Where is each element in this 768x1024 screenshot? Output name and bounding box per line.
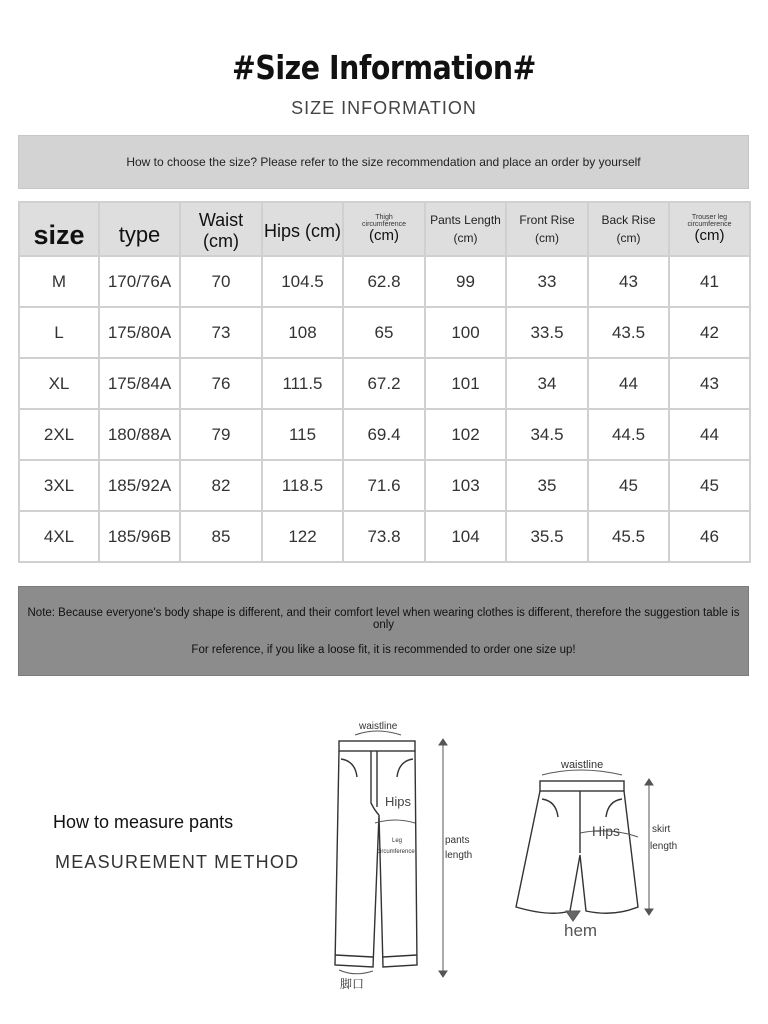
header-size: size <box>19 202 99 256</box>
table-cell: 100 <box>425 307 506 358</box>
table-cell: 33 <box>506 256 588 307</box>
table-cell: 69.4 <box>343 409 425 460</box>
measure-subheading: MEASUREMENT METHOD <box>55 852 300 872</box>
table-cell: 4XL <box>19 511 99 562</box>
pants-hips-label: Hips <box>385 794 412 809</box>
header-pants-length: Pants Length (cm) <box>425 202 506 256</box>
table-cell: 103 <box>425 460 506 511</box>
header-thigh: Thigh circumference (cm) <box>343 202 425 256</box>
table-cell: 175/80A <box>99 307 180 358</box>
table-header-row <box>19 202 750 256</box>
table-cell: 101 <box>425 358 506 409</box>
note-banner <box>18 586 749 676</box>
table-cell: 65 <box>343 307 425 358</box>
table-cell: L <box>19 307 99 358</box>
table-cell: 118.5 <box>262 460 343 511</box>
table-cell: 185/96B <box>99 511 180 562</box>
table-cell: 33.5 <box>506 307 588 358</box>
table-cell: 122 <box>262 511 343 562</box>
table-cell: 2XL <box>19 409 99 460</box>
pants-leg-circumference-label: circumference <box>377 849 415 855</box>
table-row <box>19 307 750 358</box>
header-trouser-leg: Trouser leg circumference (cm) <box>669 202 750 256</box>
table-row <box>19 358 750 409</box>
table-cell: 42 <box>669 307 750 358</box>
table-cell: 76 <box>180 358 262 409</box>
table-cell: 67.2 <box>343 358 425 409</box>
header-hips: Hips (cm) <box>262 202 343 256</box>
table-cell: 108 <box>262 307 343 358</box>
table-cell: 44 <box>588 358 669 409</box>
table-cell: 43 <box>669 358 750 409</box>
table-cell: 45.5 <box>588 511 669 562</box>
table-cell: 180/88A <box>99 409 180 460</box>
table-cell: M <box>19 256 99 307</box>
table-cell: 70 <box>180 256 262 307</box>
table-cell: 170/76A <box>99 256 180 307</box>
table-row <box>19 460 750 511</box>
table-cell: 99 <box>425 256 506 307</box>
size-guide-banner <box>18 135 749 189</box>
table-cell: 71.6 <box>343 460 425 511</box>
table-cell: 115 <box>262 409 343 460</box>
page-title: #Size Information# <box>232 48 536 87</box>
header-waist: Waist (cm) <box>180 202 262 256</box>
table-cell: 45 <box>588 460 669 511</box>
table-cell: 34 <box>506 358 588 409</box>
note-line-1: Note: Because everyone's body shape is different, and their comfort level when wearing clothes is different, therefore the suggestion table is only <box>27 607 740 631</box>
pants-length-label-top: pants <box>445 835 470 846</box>
pants-leg-label: Leg <box>392 838 403 844</box>
table-cell: 79 <box>180 409 262 460</box>
table-cell: 104.5 <box>262 256 343 307</box>
table-cell: 45 <box>669 460 750 511</box>
table-cell: 3XL <box>19 460 99 511</box>
table-cell: 175/84A <box>99 358 180 409</box>
skirt-hips-label: Hips <box>592 823 621 839</box>
table-cell: 35.5 <box>506 511 588 562</box>
table-cell: 85 <box>180 511 262 562</box>
table-cell: 46 <box>669 511 750 562</box>
table-cell: 73 <box>180 307 262 358</box>
table-row <box>19 256 750 307</box>
table-row <box>19 511 750 562</box>
table-cell: 82 <box>180 460 262 511</box>
measure-heading: How to measure pants <box>53 812 234 832</box>
table-cell: 111.5 <box>262 358 343 409</box>
header-back-rise: Back Rise (cm) <box>588 202 669 256</box>
header-front-rise: Front Rise (cm) <box>506 202 588 256</box>
table-cell: 35 <box>506 460 588 511</box>
note-line-2: For reference, if you like a loose fit, it is recommended to order one size up! <box>191 644 576 656</box>
table-cell: XL <box>19 358 99 409</box>
table-cell: 102 <box>425 409 506 460</box>
table-row <box>19 409 750 460</box>
skirt-length-label-top: skirt <box>652 824 671 835</box>
skirt-length-label-bottom: length <box>650 841 678 852</box>
pants-hem-label: 脚口 <box>340 977 365 991</box>
pants-diagram <box>325 715 485 995</box>
table-cell: 73.8 <box>343 511 425 562</box>
table-cell: 44 <box>669 409 750 460</box>
table-cell: 104 <box>425 511 506 562</box>
skirt-diagram <box>510 755 690 945</box>
table-cell: 34.5 <box>506 409 588 460</box>
table-cell: 43 <box>588 256 669 307</box>
skirt-hem-label: hem <box>564 921 598 940</box>
skirt-waistline-label: waistline <box>561 759 604 771</box>
table-cell: 185/92A <box>99 460 180 511</box>
page-subtitle: SIZE INFORMATION <box>291 98 477 118</box>
table-cell: 44.5 <box>588 409 669 460</box>
table-cell: 41 <box>669 256 750 307</box>
pants-waistline-label: waistline <box>359 721 398 732</box>
pants-length-label-bottom: length <box>445 850 473 861</box>
size-guide-text: How to choose the size? Please refer to the size recommendation and place an order by yourself <box>126 155 641 169</box>
table-cell: 43.5 <box>588 307 669 358</box>
header-type: type <box>99 202 180 256</box>
table-cell: 62.8 <box>343 256 425 307</box>
size-table <box>18 201 751 563</box>
